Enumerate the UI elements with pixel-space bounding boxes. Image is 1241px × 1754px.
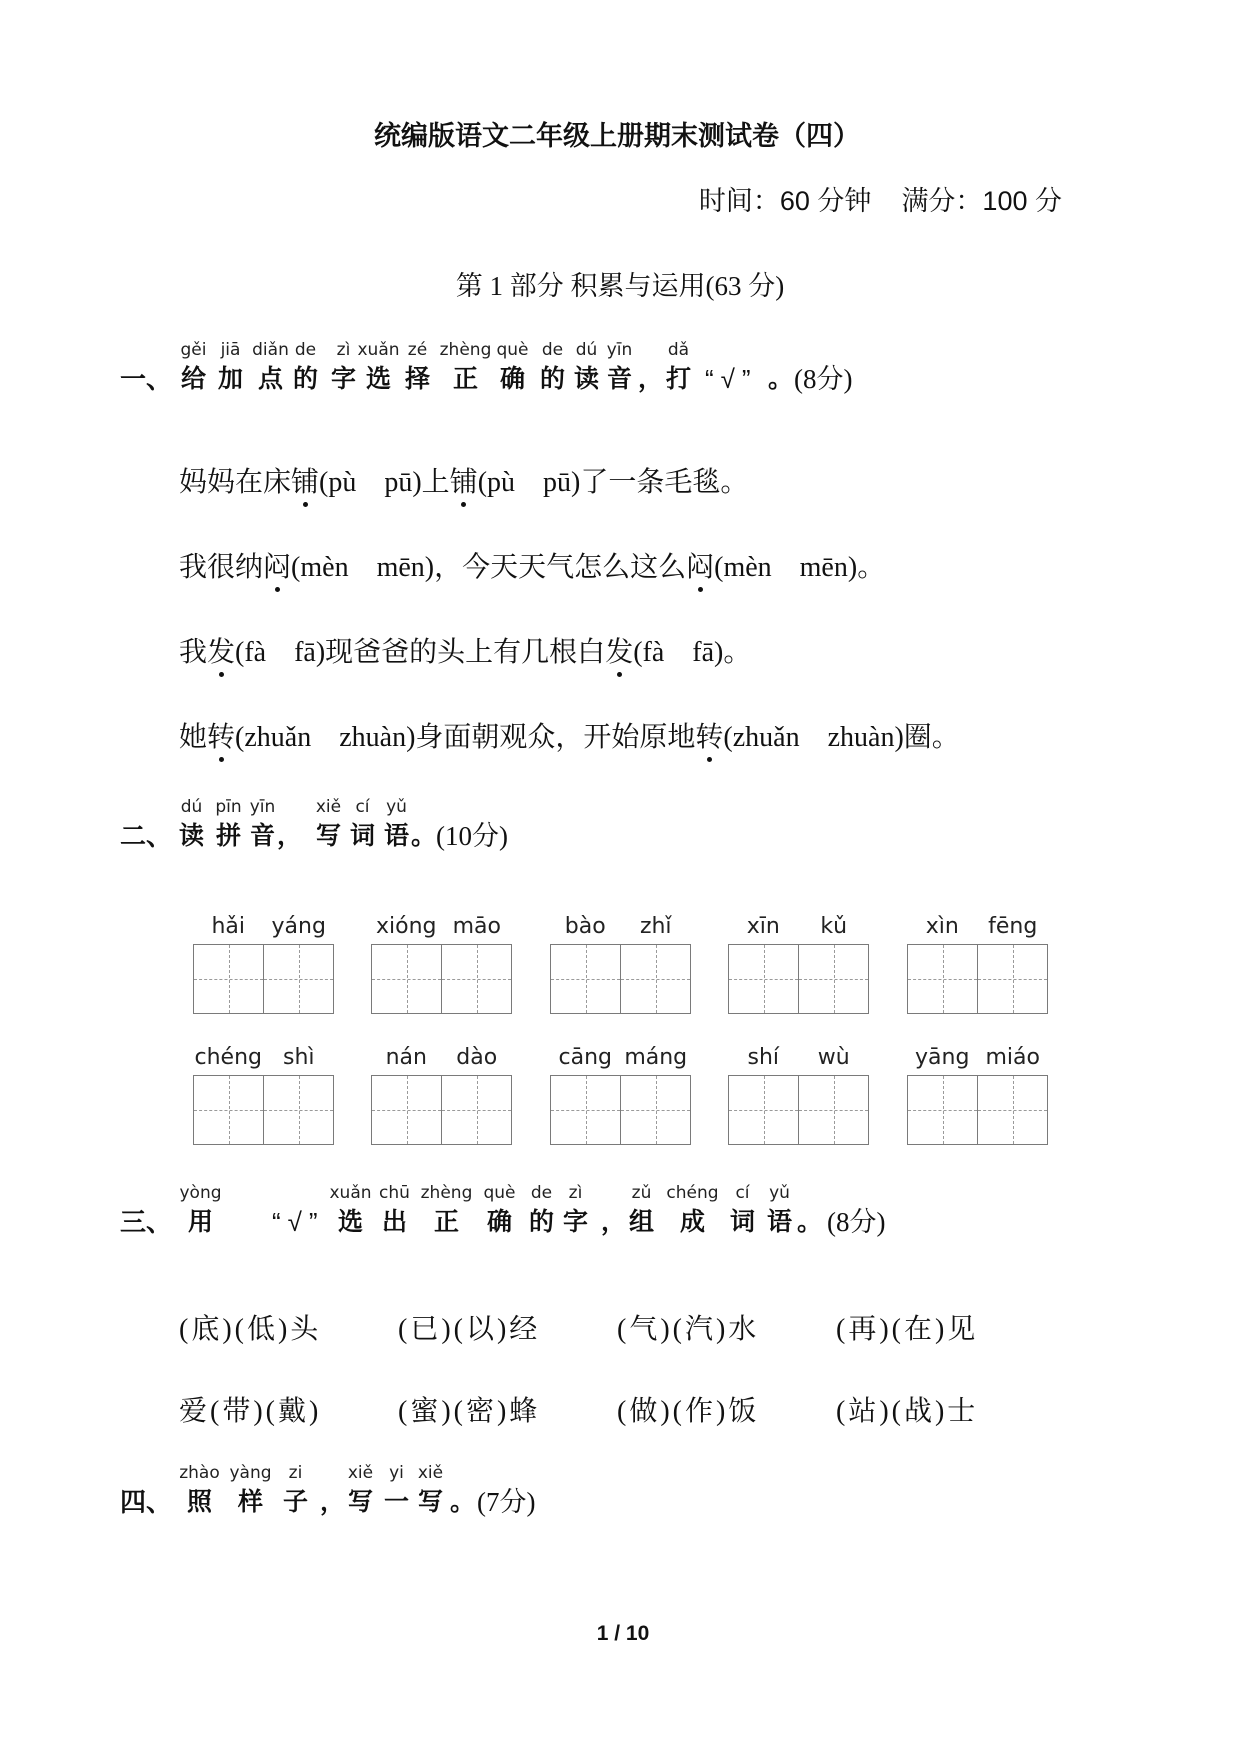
instruction-char: 选: [338, 1208, 364, 1236]
choice-item: (再)(在)见: [836, 1314, 979, 1345]
choice-item: (已)(以)经: [398, 1314, 541, 1345]
instruction-char: 字: [563, 1208, 589, 1236]
instruction-char: 音: [607, 365, 633, 393]
pinyin: dú: [180, 797, 203, 817]
instruction-char: 打: [666, 365, 692, 393]
instruction-char: 的: [293, 365, 319, 393]
sentence-list: [179, 465, 960, 805]
instruction-char: 。: [450, 1488, 476, 1516]
writing-box: [907, 1075, 1048, 1145]
instruction-char: 一: [384, 1488, 410, 1516]
instruction-char: 点: [258, 365, 284, 393]
pinyin-char-unit: [329, 1181, 372, 1239]
page-number: 1 / 10: [596, 1622, 650, 1645]
writing-cell: [977, 1076, 1047, 1144]
checkmark-symbol: “√”: [705, 364, 758, 394]
pinyin-syllable: nán: [385, 1045, 427, 1070]
pinyin-char-unit: [797, 1181, 822, 1239]
pinyin: què: [483, 1183, 516, 1203]
pinyin-char-unit: [768, 338, 793, 396]
word-writing-grid: [193, 912, 1053, 1152]
pinyin-syllable: dào: [456, 1045, 498, 1070]
instruction-char: 确: [487, 1208, 513, 1236]
pinyin: cí: [735, 1183, 750, 1203]
instruction-char: 给: [181, 365, 207, 393]
instruction-char: 语: [767, 1208, 793, 1236]
part-heading: 第 1 部分 积累与运用(63 分): [455, 271, 785, 301]
exam-meta: [699, 184, 1062, 218]
section-3-heading: [0, 1181, 1241, 1241]
dotted-char: 发: [605, 635, 633, 671]
pinyin-char-unit: [767, 1181, 792, 1239]
dotted-char: 闷: [686, 550, 714, 586]
instruction-char: 成: [680, 1208, 706, 1236]
writing-cell: [441, 945, 511, 1013]
section-number: 四、: [120, 1487, 173, 1517]
section-score: (10分): [436, 821, 508, 851]
pinyin: gěi: [180, 340, 207, 360]
instruction-char: ，: [601, 1208, 627, 1236]
character-choice-grid: [179, 1312, 1055, 1476]
pinyin: cí: [355, 797, 370, 817]
pinyin-char-unit: [218, 338, 243, 396]
instruction-char: 正: [453, 365, 479, 393]
pinyin-char-unit: [638, 338, 663, 396]
writing-cell: [798, 945, 868, 1013]
writing-box: [728, 944, 869, 1014]
instruction-char: ，: [638, 365, 664, 393]
pinyin-char-unit: [601, 1181, 626, 1239]
pinyin-syllable: kǔ: [820, 914, 848, 939]
sentence: [179, 720, 960, 756]
word-pinyin: [907, 1043, 1048, 1073]
pinyin-char-unit: [350, 795, 375, 853]
pinyin-syllable: bào: [564, 914, 606, 939]
section-number: 一、: [120, 364, 173, 394]
pinyin-syllable: shì: [282, 1045, 315, 1070]
pinyin-syllable: xióng: [376, 914, 437, 939]
pinyin-syllable: yāng: [915, 1045, 970, 1070]
pinyin-char-unit: [179, 1181, 222, 1239]
total-score: 满分：100 分: [901, 186, 1062, 216]
writing-box: [550, 1075, 691, 1145]
choice-item: 爱(带)(戴): [179, 1396, 322, 1427]
pinyin: yīn: [606, 340, 633, 360]
pinyin: yǔ: [769, 1183, 790, 1203]
word-pinyin: [371, 912, 512, 942]
sentence-text: (pù pū)了一条毛毯。: [477, 467, 749, 498]
sentence-text: 妈妈在床: [179, 467, 292, 498]
choice-item: (气)(汽)水: [617, 1314, 760, 1345]
sentence-text: 我很纳: [179, 552, 264, 583]
instruction-char: 子: [283, 1488, 309, 1516]
sentence: [179, 635, 960, 671]
instruction-char: 选: [366, 365, 392, 393]
writing-cell: [620, 945, 690, 1013]
pinyin-syllable: máng: [624, 1045, 688, 1070]
section-score: (7分): [477, 1487, 536, 1517]
sentence-text: (mèn mēn)，今天天气怎么这么: [291, 552, 687, 583]
pinyin-char-unit: [496, 338, 529, 396]
pinyin-char-unit: [250, 795, 275, 853]
instruction-char: 照: [187, 1488, 213, 1516]
pinyin: yīn: [249, 797, 276, 817]
pinyin: zé: [407, 340, 428, 360]
pinyin-char-unit: [277, 795, 302, 853]
pinyin-syllable: yáng: [271, 914, 326, 939]
pinyin: xiě: [347, 1463, 374, 1483]
choice-item: (底)(低)头: [179, 1314, 322, 1345]
pinyin: xuǎn: [357, 340, 400, 360]
instruction-char: 的: [529, 1208, 555, 1236]
sentence-text: (fà fā)。: [633, 637, 752, 668]
pinyin-char-unit: [379, 1181, 410, 1239]
word-pinyin: [371, 1043, 512, 1073]
pinyin-syllable: māo: [452, 914, 501, 939]
pinyin-char-unit: [405, 338, 430, 396]
pinyin-char-unit: [384, 795, 409, 853]
sentence: [179, 550, 960, 586]
instruction-char: 的: [540, 365, 566, 393]
section-4-heading: [0, 1461, 1241, 1521]
instruction-char: 用: [188, 1208, 214, 1236]
instruction-char: 写: [418, 1488, 444, 1516]
writing-cell: [908, 945, 977, 1013]
choice-row: [179, 1394, 1055, 1430]
instruction-char: 确: [500, 365, 526, 393]
pinyin-char-unit: [450, 1461, 475, 1519]
pinyin-char-unit: [483, 1181, 516, 1239]
writing-cell: [372, 945, 441, 1013]
section-2-heading: [0, 795, 1241, 855]
pinyin-char-unit: [357, 338, 400, 396]
writing-box: [193, 944, 334, 1014]
sentence-text: 我: [179, 637, 208, 668]
instruction-char: 。: [797, 1208, 823, 1236]
pinyin-char-unit: [316, 795, 341, 853]
pinyin-char-unit: [666, 338, 691, 396]
pinyin-char-unit: [293, 338, 318, 396]
pinyin-char-unit: [179, 1461, 220, 1519]
pinyin-char-unit: [574, 338, 599, 396]
writing-box: [371, 944, 512, 1014]
choice-item: (蜜)(密)蜂: [398, 1396, 541, 1427]
pinyin: de: [294, 340, 317, 360]
pinyin: yi: [389, 1463, 404, 1483]
pinyin-syllable: xìn: [925, 914, 959, 939]
pinyin: xiě: [315, 797, 342, 817]
writing-box: [193, 1075, 334, 1145]
sentence-text: (mèn mēn)。: [714, 552, 886, 583]
sentence-text: (zhuǎn zhuàn)圈。: [723, 722, 960, 753]
instruction-with-pinyin: [0, 1181, 1241, 1239]
pinyin-syllable: zhǐ: [639, 914, 672, 939]
choice-item: (站)(战)士: [836, 1396, 979, 1427]
pinyin-char-unit: [411, 795, 436, 853]
time-limit: 时间：60 分钟: [698, 186, 872, 216]
instruction-char: 写: [348, 1488, 374, 1516]
instruction-char: 词: [730, 1208, 756, 1236]
writing-cell: [798, 1076, 868, 1144]
pinyin-char-unit: [420, 1181, 473, 1239]
pinyin: dú: [575, 340, 598, 360]
section-number: 二、: [120, 821, 173, 851]
dotted-char: 铺: [291, 465, 319, 501]
pinyin-syllable: fēng: [988, 914, 1038, 939]
pinyin-syllable: cāng: [558, 1045, 612, 1070]
pinyin-char-unit: [181, 338, 206, 396]
pinyin: zhèng: [439, 340, 492, 360]
pinyin-syllable: shí: [747, 1045, 780, 1070]
pinyin-char-unit: [529, 1181, 554, 1239]
pinyin: yàng: [229, 1463, 272, 1483]
pinyin-char-unit: [348, 1461, 373, 1519]
pinyin: xuǎn: [329, 1183, 372, 1203]
pinyin: jiā: [220, 340, 241, 360]
sentence-text: 她: [179, 722, 208, 753]
sentence: [179, 465, 960, 501]
pinyin-char-unit: [252, 338, 289, 396]
instruction-char: 加: [218, 365, 244, 393]
instruction-with-pinyin: [0, 795, 1241, 853]
instruction-char: 拼: [216, 822, 242, 850]
pinyin: chéng: [666, 1183, 719, 1203]
word-pinyin: [728, 1043, 869, 1073]
pinyin: zì: [336, 340, 351, 360]
writing-cell: [263, 1076, 333, 1144]
section-1-heading: [0, 338, 1241, 398]
pinyin-char-unit: [563, 1181, 588, 1239]
pinyin-char-unit: [320, 1461, 345, 1519]
writing-cell: [729, 1076, 798, 1144]
sentence-text: (zhuǎn zhuàn)身面朝观众，开始原地: [235, 722, 696, 753]
instruction-char: 。: [411, 822, 437, 850]
section-number: 三、: [120, 1207, 173, 1237]
instruction-char: 写: [316, 822, 342, 850]
pinyin: xiě: [417, 1463, 444, 1483]
writing-cell: [263, 945, 333, 1013]
sentence-text: (fà fā)现爸爸的头上有几根白: [235, 637, 606, 668]
pinyin-syllable: xīn: [746, 914, 780, 939]
pinyin: zhèng: [420, 1183, 473, 1203]
pinyin-syllable: hǎi: [211, 914, 246, 939]
pinyin: yǔ: [386, 797, 407, 817]
pinyin: zì: [568, 1183, 583, 1203]
pinyin-char-unit: [216, 795, 241, 853]
instruction-char: 出: [382, 1208, 408, 1236]
pinyin-syllable: chéng: [194, 1045, 262, 1070]
pinyin-char-unit: [179, 795, 204, 853]
dotted-char: 转: [695, 720, 723, 756]
instruction-char: 读: [179, 822, 205, 850]
word-pinyin: [550, 912, 691, 942]
pinyin-syllable: miáo: [985, 1045, 1040, 1070]
sentence-text: (pù pū)上: [319, 467, 450, 498]
instruction-char: 样: [238, 1488, 264, 1516]
word-pinyin: [550, 1043, 691, 1073]
instruction-with-pinyin: [0, 1461, 1241, 1519]
pinyin: zi: [288, 1463, 303, 1483]
writing-cell: [551, 945, 620, 1013]
instruction-char: 音: [250, 822, 276, 850]
pinyin-char-unit: [439, 338, 492, 396]
pinyin-char-unit: [283, 1461, 308, 1519]
pinyin: diǎn: [252, 340, 289, 360]
dotted-char: 发: [207, 635, 235, 671]
instruction-with-pinyin: [0, 338, 1241, 396]
pinyin-char-unit: [229, 1461, 272, 1519]
pinyin: chū: [379, 1183, 410, 1203]
writing-box: [728, 1075, 869, 1145]
pinyin: zǔ: [631, 1183, 652, 1203]
writing-cell: [977, 945, 1047, 1013]
pinyin: què: [496, 340, 529, 360]
pinyin-syllable: wù: [817, 1045, 850, 1070]
pinyin-char-unit: [384, 1461, 409, 1519]
word-pinyin: [907, 912, 1048, 942]
writing-cell: [194, 1076, 263, 1144]
writing-box: [907, 944, 1048, 1014]
choice-item: (做)(作)饭: [617, 1396, 760, 1427]
dotted-char: 转: [207, 720, 235, 756]
writing-cell: [194, 945, 263, 1013]
pinyin-char-unit: [629, 1181, 654, 1239]
writing-box: [550, 944, 691, 1014]
instruction-char: 正: [434, 1208, 460, 1236]
word-pinyin: [193, 912, 334, 942]
dotted-char: 铺: [450, 465, 478, 501]
writing-cell: [372, 1076, 441, 1144]
pinyin: de: [530, 1183, 553, 1203]
dotted-char: 闷: [263, 550, 291, 586]
pinyin: yòng: [179, 1183, 222, 1203]
pinyin-char-unit: [705, 338, 758, 396]
writing-box: [371, 1075, 512, 1145]
word-pinyin: [728, 912, 869, 942]
word-pinyin: [193, 1043, 334, 1073]
pinyin-char-unit: [272, 1181, 325, 1239]
pinyin: pīn: [215, 797, 242, 817]
pinyin-char-unit: [331, 338, 356, 396]
writing-cell: [620, 1076, 690, 1144]
instruction-char: 择: [405, 365, 431, 393]
instruction-char: ，: [277, 822, 303, 850]
choice-row: [179, 1312, 1055, 1348]
section-score: (8分): [827, 1207, 886, 1237]
writing-cell: [551, 1076, 620, 1144]
pinyin-char-unit: [418, 1461, 443, 1519]
pinyin-char-unit: [730, 1181, 755, 1239]
instruction-char: 组: [629, 1208, 655, 1236]
writing-cell: [441, 1076, 511, 1144]
writing-cell: [908, 1076, 977, 1144]
pinyin: de: [541, 340, 564, 360]
pinyin: zhào: [179, 1463, 220, 1483]
instruction-char: 语: [384, 822, 410, 850]
pinyin-char-unit: [540, 338, 565, 396]
instruction-char: 字: [331, 365, 357, 393]
pinyin-char-unit: [607, 338, 632, 396]
pinyin-char-unit: [666, 1181, 719, 1239]
instruction-char: 词: [350, 822, 376, 850]
pinyin: dǎ: [667, 340, 690, 360]
instruction-char: ，: [320, 1488, 346, 1516]
section-score: (8分): [794, 364, 853, 394]
checkmark-symbol: “√”: [272, 1207, 325, 1237]
exam-title: 统编版语文二年级上册期末测试卷（四）: [374, 121, 860, 151]
instruction-char: 读: [574, 365, 600, 393]
writing-cell: [729, 945, 798, 1013]
instruction-char: 。: [768, 365, 794, 393]
